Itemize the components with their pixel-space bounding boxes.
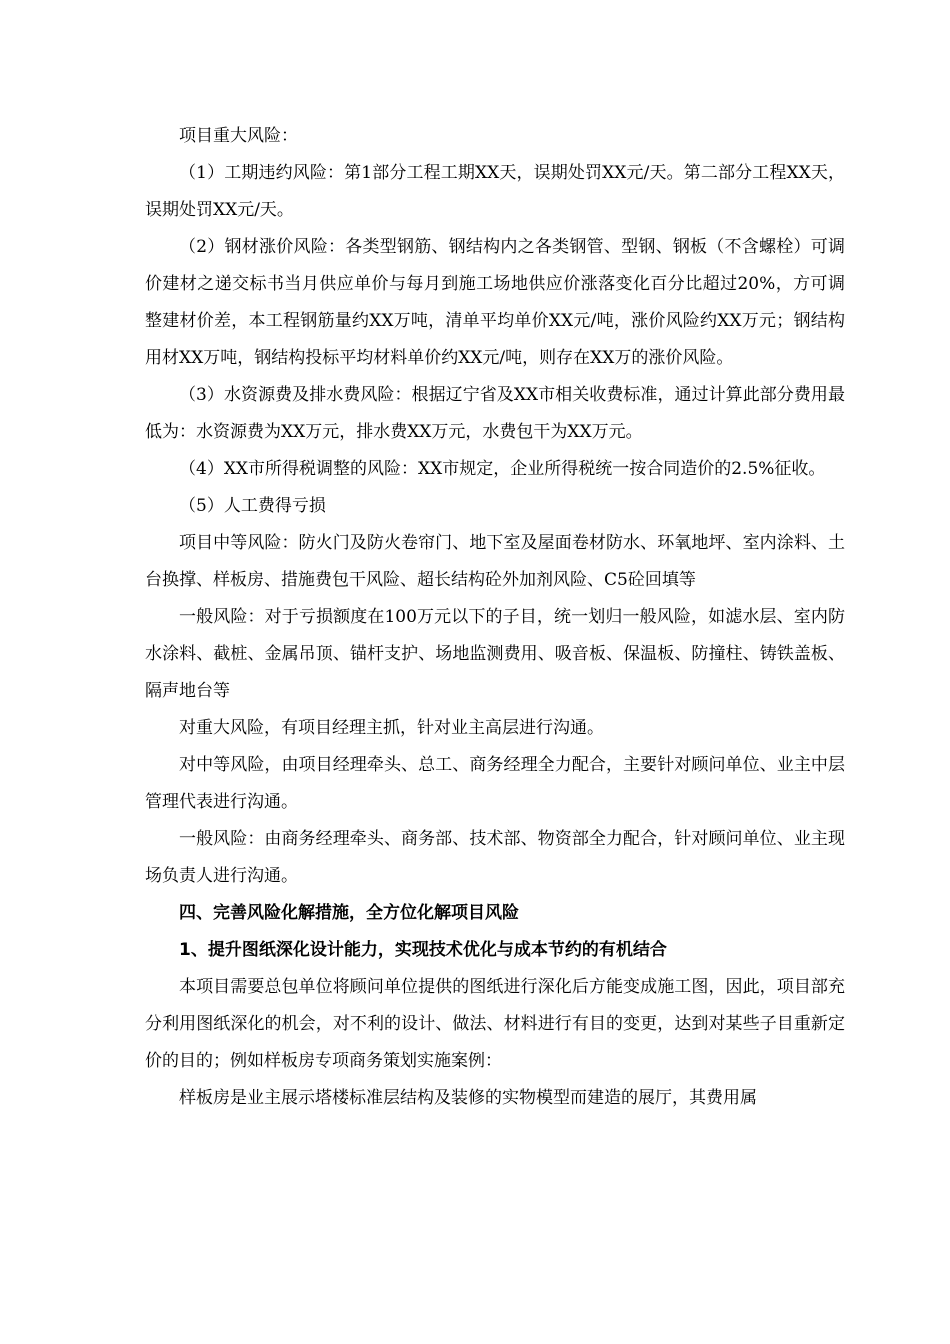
paragraph: 对中等风险，由项目经理牵头、总工、商务经理全力配合，主要针对顾问单位、业主中层管理代表进行沟通。	[145, 755, 845, 812]
paragraph: （4）XX市所得税调整的风险：XX市规定，企业所得税统一按合同造价的2.5%征收。	[179, 459, 826, 479]
paragraph: 一般风险：由商务经理牵头、商务部、技术部、物资部全力配合，针对顾问单位、业主现场负责人进行沟通。	[145, 829, 845, 886]
paragraph: （5）人工费得亏损	[179, 496, 326, 516]
paragraph: 项目重大风险：	[179, 126, 298, 146]
paragraph: 项目中等风险：防火门及防火卷帘门、地下室及屋面卷材防水、环氧地坪、室内涂料、土台换撑、样板房、措施费包干风险、超长结构砼外加剂风险、C5砼回填等	[145, 533, 845, 590]
paragraph: （1）工期违约风险：第1部分工程工期XX天，误期处罚XX元/天。第二部分工程XX天，误期处罚XX元/天。	[145, 163, 845, 220]
paragraph: 样板房是业主展示塔楼标准层结构及装修的实物模型而建造的展厅，其费用属	[179, 1088, 757, 1108]
paragraph: （3）水资源费及排水费风险：根据辽宁省及XX市相关收费标准，通过计算此部分费用最低为：水资源费为XX万元，排水费XX万元，水费包干为XX万元。	[145, 385, 845, 442]
paragraph: 一般风险：对于亏损额度在100万元以下的子目，统一划归一般风险，如滤水层、室内防水涂料、截桩、金属吊顶、锚杆支护、场地监测费用、吸音板、保温板、防撞柱、铸铁盖板、隔声地台等	[145, 607, 845, 701]
paragraph: 对重大风险，有项目经理主抓，针对业主高层进行沟通。	[179, 718, 604, 738]
document-body	[145, 118, 845, 1117]
paragraph: （2）钢材涨价风险：各类型钢筋、钢结构内之各类钢管、型钢、钢板（不含螺栓）可调价建材之递交标书当月供应单价与每月到施工场地供应价涨落变化百分比超过20%，方可调整建材价差，本工程钢筋量约XX万吨，清单平均单价XX元/吨，涨价风险约XX万元；钢结构用材XX万吨，钢结构投标平均材料单价约XX元/吨，则存在XX万的涨价风险。	[145, 237, 845, 368]
subsection-heading: 1、提升图纸深化设计能力，实现技术优化与成本节约的有机结合	[179, 940, 667, 960]
paragraph: 本项目需要总包单位将顾问单位提供的图纸进行深化后方能变成施工图，因此，项目部充分利用图纸深化的机会，对不利的设计、做法、材料进行有目的变更，达到对某些子目重新定价的目的；例如样板房专项商务策划实施案例：	[145, 977, 845, 1071]
section-heading: 四、完善风险化解措施，全方位化解项目风险	[179, 903, 519, 923]
